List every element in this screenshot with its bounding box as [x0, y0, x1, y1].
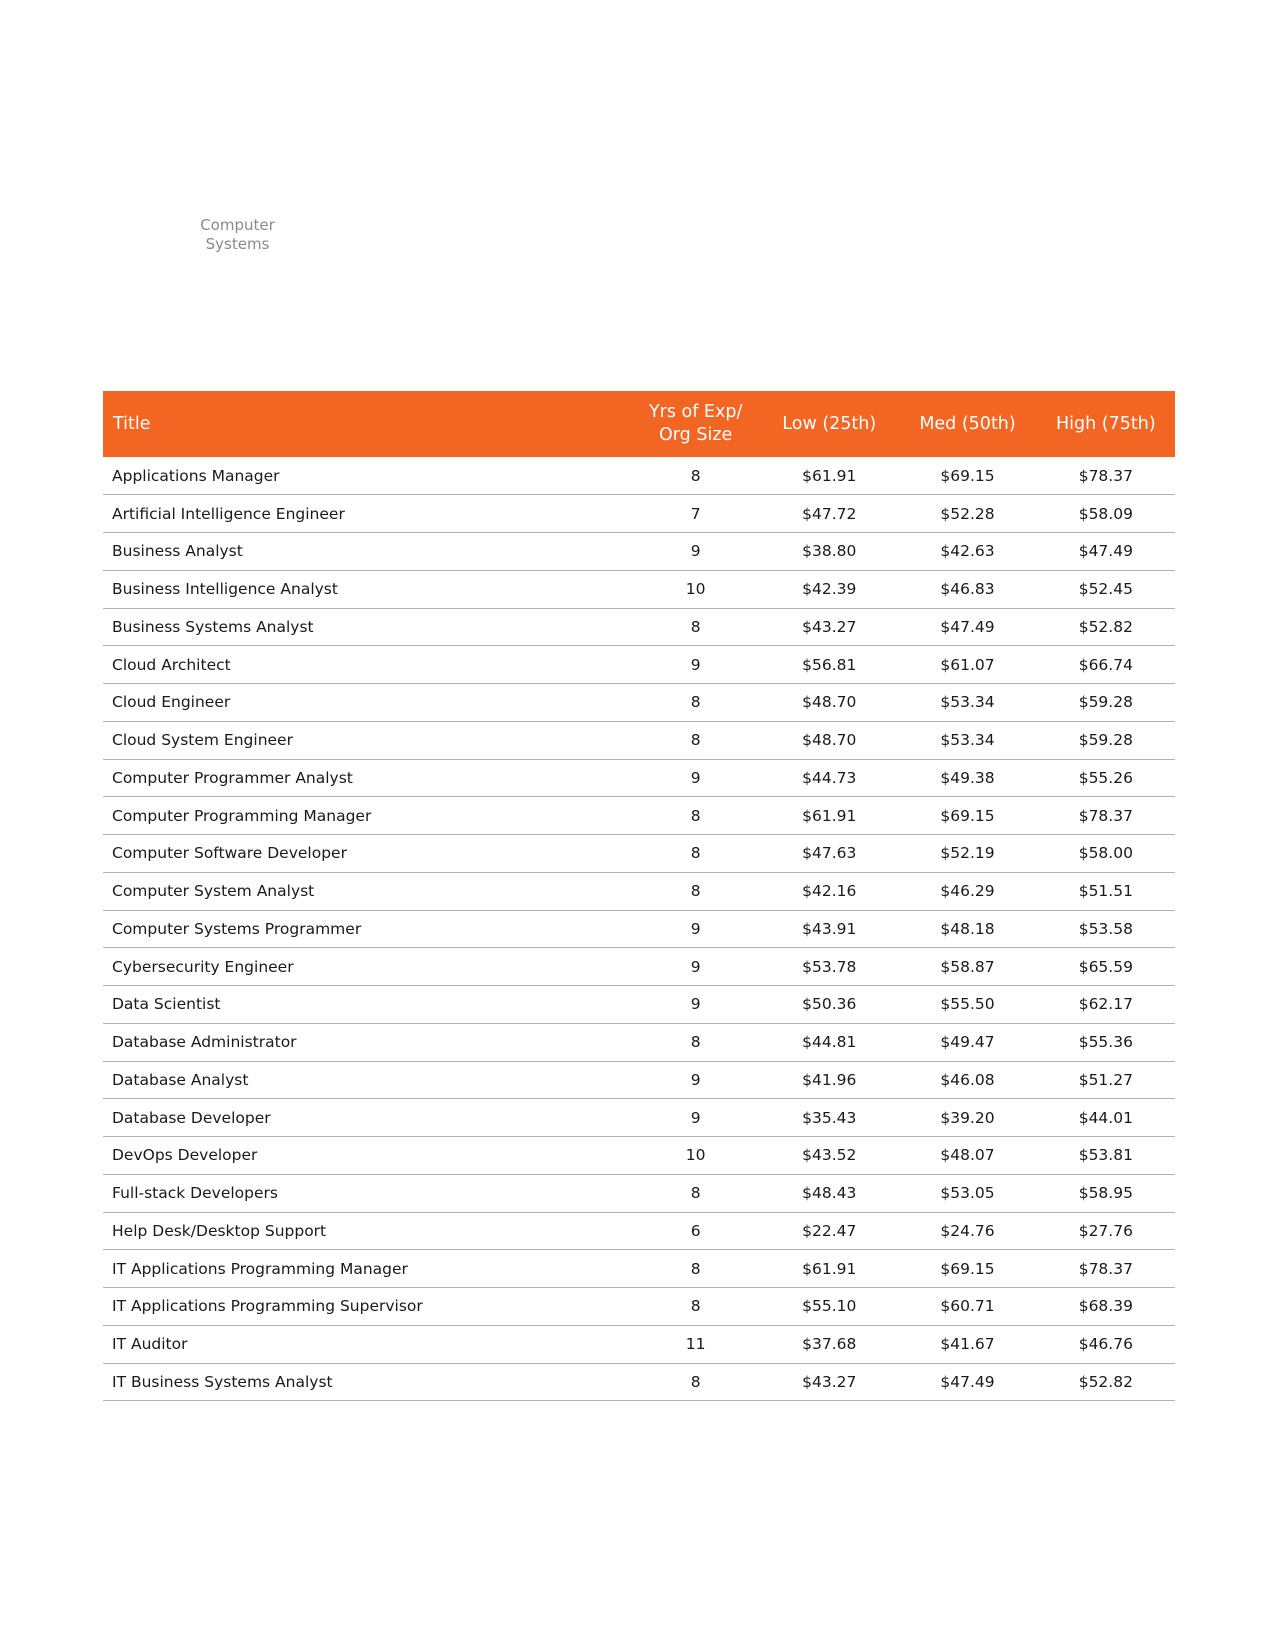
table-row	[103, 910, 1175, 948]
cell-low: $42.39	[760, 570, 898, 608]
cell-high: $66.74	[1037, 646, 1175, 684]
cell-low: $43.91	[760, 910, 898, 948]
cell-low: $48.43	[760, 1174, 898, 1212]
cell-title: Business Intelligence Analyst	[103, 570, 631, 608]
cell-experience: 9	[631, 986, 760, 1024]
cell-med: $49.38	[898, 759, 1036, 797]
cell-title: IT Auditor	[103, 1325, 631, 1363]
cell-experience: 8	[631, 1288, 760, 1326]
cell-title: Business Analyst	[103, 533, 631, 571]
cell-high: $59.28	[1037, 684, 1175, 722]
cell-high: $53.81	[1037, 1137, 1175, 1175]
cell-med: $61.07	[898, 646, 1036, 684]
cell-med: $69.15	[898, 797, 1036, 835]
cell-med: $52.19	[898, 835, 1036, 873]
cell-high: $65.59	[1037, 948, 1175, 986]
cell-title: Cloud System Engineer	[103, 721, 631, 759]
cell-low: $22.47	[760, 1212, 898, 1250]
cell-low: $43.52	[760, 1137, 898, 1175]
header-low: Low (25th)	[782, 413, 877, 434]
table-row	[103, 533, 1175, 571]
cell-experience: 8	[631, 684, 760, 722]
cell-low: $56.81	[760, 646, 898, 684]
table-header	[103, 391, 1175, 457]
cell-med: $41.67	[898, 1325, 1036, 1363]
cell-high: $58.09	[1037, 495, 1175, 533]
cell-low: $35.43	[760, 1099, 898, 1137]
cell-experience: 9	[631, 1099, 760, 1137]
cell-high: $55.26	[1037, 759, 1175, 797]
cell-med: $46.08	[898, 1061, 1036, 1099]
table-row	[103, 684, 1175, 722]
cell-high: $58.95	[1037, 1174, 1175, 1212]
cell-title: Database Analyst	[103, 1061, 631, 1099]
cell-experience: 10	[631, 1137, 760, 1175]
cell-high: $55.36	[1037, 1023, 1175, 1061]
table-row	[103, 759, 1175, 797]
cell-experience: 8	[631, 1174, 760, 1212]
cell-high: $78.37	[1037, 457, 1175, 495]
header-high: High (75th)	[1056, 413, 1156, 434]
cell-low: $61.91	[760, 1250, 898, 1288]
cell-title: Applications Manager	[103, 457, 631, 495]
cell-high: $53.58	[1037, 910, 1175, 948]
cell-title: Data Scientist	[103, 986, 631, 1024]
cell-title: Full-stack Developers	[103, 1174, 631, 1212]
cell-med: $49.47	[898, 1023, 1036, 1061]
cell-med: $69.15	[898, 1250, 1036, 1288]
cell-experience: 9	[631, 759, 760, 797]
cell-high: $27.76	[1037, 1212, 1175, 1250]
header-experience	[631, 391, 760, 457]
table-row	[103, 797, 1175, 835]
cell-title: DevOps Developer	[103, 1137, 631, 1175]
cell-experience: 8	[631, 721, 760, 759]
cell-high: $52.82	[1037, 1363, 1175, 1401]
cell-experience: 9	[631, 910, 760, 948]
table-row	[103, 1174, 1175, 1212]
cell-experience: 8	[631, 835, 760, 873]
cell-title: Cloud Engineer	[103, 684, 631, 722]
table-row	[103, 1099, 1175, 1137]
cell-low: $53.78	[760, 948, 898, 986]
table-row	[103, 835, 1175, 873]
cell-med: $39.20	[898, 1099, 1036, 1137]
cell-high: $44.01	[1037, 1099, 1175, 1137]
cell-experience: 6	[631, 1212, 760, 1250]
table-row	[103, 1250, 1175, 1288]
cell-experience: 7	[631, 495, 760, 533]
cell-low: $47.72	[760, 495, 898, 533]
cell-low: $43.27	[760, 608, 898, 646]
cell-experience: 8	[631, 457, 760, 495]
cell-high: $62.17	[1037, 986, 1175, 1024]
cell-experience: 8	[631, 797, 760, 835]
cell-low: $50.36	[760, 986, 898, 1024]
cell-title: IT Applications Programming Manager	[103, 1250, 631, 1288]
cell-med: $53.34	[898, 684, 1036, 722]
table-row	[103, 608, 1175, 646]
table-row	[103, 457, 1175, 495]
table-row	[103, 1212, 1175, 1250]
cell-med: $47.49	[898, 1363, 1036, 1401]
cell-title: Database Developer	[103, 1099, 631, 1137]
cell-title: Business Systems Analyst	[103, 608, 631, 646]
cell-low: $61.91	[760, 457, 898, 495]
cell-med: $53.34	[898, 721, 1036, 759]
cell-med: $24.76	[898, 1212, 1036, 1250]
cell-title: Computer Software Developer	[103, 835, 631, 873]
cell-experience: 11	[631, 1325, 760, 1363]
cell-high: $46.76	[1037, 1325, 1175, 1363]
cell-title: Computer System Analyst	[103, 872, 631, 910]
cell-title: Database Administrator	[103, 1023, 631, 1061]
cell-experience: 8	[631, 1023, 760, 1061]
table-row	[103, 721, 1175, 759]
table-row	[103, 1288, 1175, 1326]
cell-title: Artificial Intelligence Engineer	[103, 495, 631, 533]
cell-high: $68.39	[1037, 1288, 1175, 1326]
cell-title: IT Business Systems Analyst	[103, 1363, 631, 1401]
cell-high: $58.00	[1037, 835, 1175, 873]
cell-low: $61.91	[760, 797, 898, 835]
table-row	[103, 570, 1175, 608]
cell-experience: 8	[631, 608, 760, 646]
cell-title: Cybersecurity Engineer	[103, 948, 631, 986]
table-row	[103, 1137, 1175, 1175]
cell-low: $48.70	[760, 721, 898, 759]
cell-low: $44.81	[760, 1023, 898, 1061]
cell-experience: 9	[631, 533, 760, 571]
table-header-row	[103, 391, 1175, 457]
cell-med: $60.71	[898, 1288, 1036, 1326]
cell-med: $46.29	[898, 872, 1036, 910]
header-med: Med (50th)	[919, 413, 1016, 434]
cell-experience: 8	[631, 872, 760, 910]
header-experience-line-1: Yrs of Exp/	[648, 402, 743, 422]
header-experience-line-2: Org Size	[659, 425, 733, 445]
cell-med: $42.63	[898, 533, 1036, 571]
cell-low: $37.68	[760, 1325, 898, 1363]
category-label-line-2: Systems	[205, 235, 270, 253]
table-row	[103, 1363, 1175, 1401]
cell-experience: 9	[631, 948, 760, 986]
table-row	[103, 1023, 1175, 1061]
cell-low: $48.70	[760, 684, 898, 722]
table-row	[103, 986, 1175, 1024]
cell-med: $46.83	[898, 570, 1036, 608]
cell-low: $47.63	[760, 835, 898, 873]
cell-high: $51.27	[1037, 1061, 1175, 1099]
cell-low: $42.16	[760, 872, 898, 910]
cell-experience: 9	[631, 1061, 760, 1099]
cell-title: Cloud Architect	[103, 646, 631, 684]
table-row	[103, 646, 1175, 684]
table-row	[103, 948, 1175, 986]
cell-low: $38.80	[760, 533, 898, 571]
cell-high: $51.51	[1037, 872, 1175, 910]
cell-experience: 9	[631, 646, 760, 684]
cell-med: $55.50	[898, 986, 1036, 1024]
table-row	[103, 1325, 1175, 1363]
cell-med: $47.49	[898, 608, 1036, 646]
cell-experience: 8	[631, 1250, 760, 1288]
cell-high: $78.37	[1037, 1250, 1175, 1288]
table-row	[103, 872, 1175, 910]
cell-low: $44.73	[760, 759, 898, 797]
cell-high: $78.37	[1037, 797, 1175, 835]
cell-med: $69.15	[898, 457, 1036, 495]
cell-low: $43.27	[760, 1363, 898, 1401]
table-body	[103, 457, 1175, 1401]
cell-high: $59.28	[1037, 721, 1175, 759]
cell-high: $47.49	[1037, 533, 1175, 571]
table-row	[103, 1061, 1175, 1099]
cell-low: $41.96	[760, 1061, 898, 1099]
cell-experience: 10	[631, 570, 760, 608]
category-label	[180, 216, 295, 254]
table-row	[103, 495, 1175, 533]
cell-title: IT Applications Programming Supervisor	[103, 1288, 631, 1326]
cell-low: $55.10	[760, 1288, 898, 1326]
header-title: Title	[113, 413, 151, 434]
salary-table	[103, 391, 1175, 1401]
cell-med: $58.87	[898, 948, 1036, 986]
cell-high: $52.45	[1037, 570, 1175, 608]
cell-title: Computer Programming Manager	[103, 797, 631, 835]
cell-med: $48.07	[898, 1137, 1036, 1175]
cell-experience: 8	[631, 1363, 760, 1401]
cell-med: $52.28	[898, 495, 1036, 533]
cell-med: $48.18	[898, 910, 1036, 948]
cell-title: Computer Systems Programmer	[103, 910, 631, 948]
cell-title: Help Desk/Desktop Support	[103, 1212, 631, 1250]
cell-high: $52.82	[1037, 608, 1175, 646]
category-label-line-1: Computer	[200, 216, 275, 234]
cell-med: $53.05	[898, 1174, 1036, 1212]
cell-title: Computer Programmer Analyst	[103, 759, 631, 797]
